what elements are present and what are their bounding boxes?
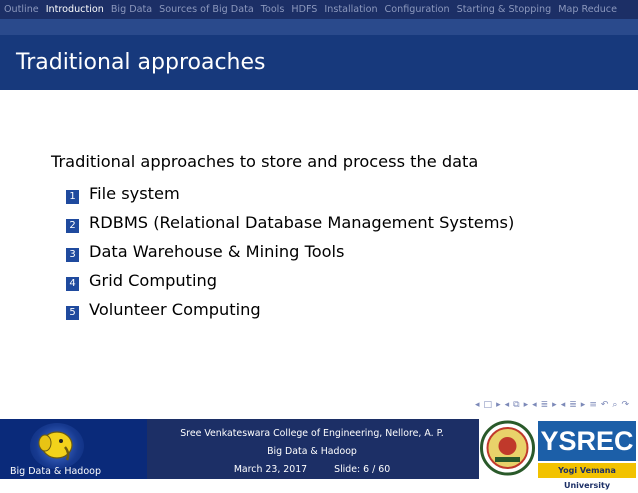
frame-title-bar bbox=[0, 35, 638, 90]
next-subsection-icon[interactable]: ▸ bbox=[552, 400, 558, 410]
align-icon[interactable]: ≡ bbox=[589, 400, 598, 410]
university-name: Yogi Vemana University bbox=[538, 463, 636, 478]
slide-footer bbox=[0, 419, 638, 490]
institution-name: Sree Venkateswara College of Engineering, Nellore, A. P. bbox=[180, 428, 444, 439]
section-navigation bbox=[0, 0, 638, 19]
nav-section-introduction[interactable]: Introduction bbox=[45, 4, 104, 15]
item-text: File system bbox=[89, 184, 180, 203]
slide-body bbox=[51, 150, 611, 324]
list-item bbox=[66, 295, 611, 324]
beamer-navigation-symbols bbox=[475, 400, 630, 410]
nav-section-big-data[interactable]: Big Data bbox=[110, 4, 153, 15]
course-title: Big Data & Hadoop bbox=[267, 446, 357, 457]
nav-section-configuration[interactable]: Configuration bbox=[384, 4, 450, 15]
nav-section-starting-stopping[interactable]: Starting & Stopping bbox=[456, 4, 552, 15]
intro-text: Traditional approaches to store and process the data bbox=[51, 152, 479, 171]
nav-section-outline[interactable]: Outline bbox=[4, 4, 39, 15]
subsection-strip bbox=[0, 19, 638, 35]
prev-subsection-icon[interactable]: ◂ bbox=[532, 400, 538, 410]
item-text: RDBMS (Relational Database Management Systems) bbox=[89, 213, 515, 232]
list-item bbox=[66, 208, 611, 237]
slide-title: Traditional approaches bbox=[16, 50, 266, 75]
prev-section-icon[interactable]: ◂ bbox=[560, 400, 567, 410]
ysrec-logo bbox=[536, 419, 638, 490]
next-frame-icon[interactable]: ▸ bbox=[523, 400, 530, 410]
hadoop-elephant-icon bbox=[37, 427, 77, 463]
search-forward-icon[interactable]: ↷ bbox=[621, 400, 630, 410]
slide-counter: Slide: 6 / 60 bbox=[334, 464, 391, 475]
list-item bbox=[66, 266, 611, 295]
footer-left-label: Big Data & Hadoop bbox=[10, 466, 101, 477]
prev-slide-icon[interactable]: ◂ bbox=[475, 400, 481, 410]
footer-logo-panel bbox=[0, 419, 147, 479]
slide-icon[interactable]: □ bbox=[483, 400, 494, 410]
footer-info bbox=[147, 419, 477, 479]
nav-section-tools[interactable]: Tools bbox=[260, 4, 285, 15]
ysrec-wordmark: YSREC bbox=[538, 421, 636, 461]
search-back-icon[interactable]: ↶ bbox=[600, 400, 610, 410]
subsection-icon[interactable]: ≣ bbox=[540, 400, 550, 410]
item-text: Volunteer Computing bbox=[89, 300, 261, 319]
nav-section-hdfs[interactable]: HDFS bbox=[291, 4, 318, 15]
item-text: Data Warehouse & Mining Tools bbox=[89, 242, 345, 261]
nav-section-sources[interactable]: Sources of Big Data bbox=[159, 4, 254, 15]
presentation-date: March 23, 2017 bbox=[233, 464, 308, 475]
nav-section-installation[interactable]: Installation bbox=[324, 4, 378, 15]
item-number-badge: 1 bbox=[66, 190, 79, 204]
prev-frame-icon[interactable]: ◂ bbox=[504, 400, 511, 410]
item-number-badge: 2 bbox=[66, 219, 79, 233]
seal-emblem-icon bbox=[479, 419, 536, 479]
next-section-icon[interactable]: ▸ bbox=[580, 400, 587, 410]
item-text: Grid Computing bbox=[89, 271, 218, 290]
university-seal-logo bbox=[479, 419, 536, 479]
item-number-badge: 3 bbox=[66, 248, 79, 262]
frame-icon[interactable]: ⧉ bbox=[513, 400, 521, 410]
item-number-badge: 5 bbox=[66, 306, 79, 320]
nav-section-map-reduce[interactable]: Map Reduce bbox=[558, 4, 617, 15]
item-number-badge: 4 bbox=[66, 277, 79, 291]
search-icon[interactable]: ⌕ bbox=[612, 400, 619, 410]
list-item bbox=[66, 237, 611, 266]
section-icon[interactable]: ≣ bbox=[569, 400, 578, 410]
next-slide-icon[interactable]: ▸ bbox=[496, 400, 502, 410]
list-item bbox=[66, 179, 611, 208]
approaches-list bbox=[51, 179, 611, 324]
